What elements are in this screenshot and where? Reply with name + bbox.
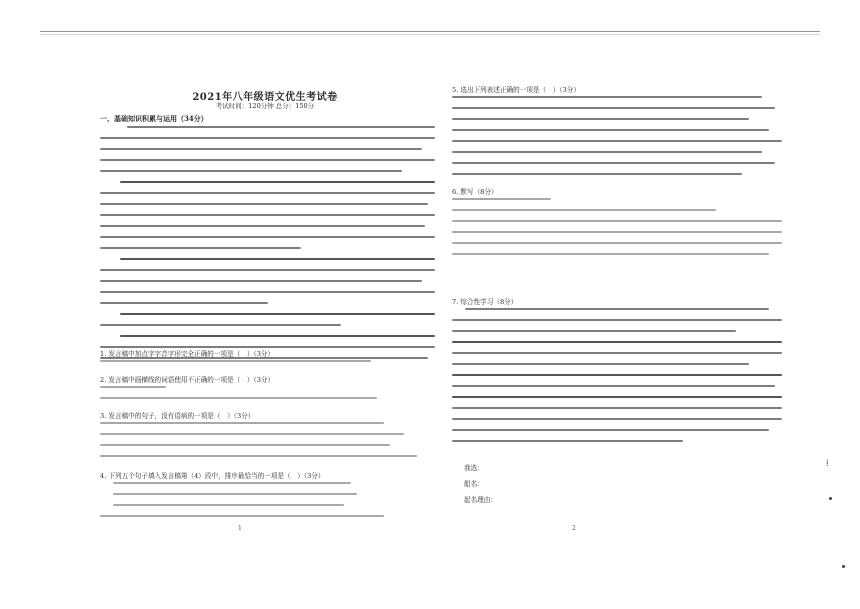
scan-speck	[829, 497, 832, 500]
question-2: 2. 发言稿中画横线的词语使用不正确的一项是（ ）（3分）	[100, 376, 275, 384]
exam-page-right	[452, 70, 782, 595]
answer-label-reason: 起名理由：	[464, 496, 497, 504]
question-4-sentences	[100, 482, 430, 526]
page-number-left: 1	[238, 525, 242, 532]
exam-page-left	[100, 70, 440, 595]
page-number-right: 2	[572, 525, 576, 532]
question-1-options	[100, 360, 430, 371]
scan-edge-mark: ⁞	[826, 459, 829, 469]
question-5-options	[452, 96, 782, 184]
answer-label-choice: 我选：	[464, 464, 484, 472]
speech-passage	[100, 126, 435, 368]
question-6-blanks	[452, 198, 782, 264]
question-1: 1. 发言稿中加点字字音字形完全正确的一项是（ ）（3分）	[100, 350, 275, 358]
question-2-options	[100, 386, 430, 408]
exam-title: 2021年八年级语文优生考试卷	[192, 92, 338, 103]
scan-speck	[842, 565, 845, 568]
answer-label-ship-name: 船名：	[464, 480, 484, 488]
question-5: 5. 选出下列表述正确的一项是（ ）（3分）	[452, 86, 580, 94]
question-7-passage	[452, 308, 782, 451]
exam-subtitle: 考试时间：120分钟 总分：150分	[215, 102, 315, 110]
scan-top-edge-shadow	[40, 34, 820, 35]
question-6: 6. 默写（8分）	[452, 188, 498, 196]
question-7: 7. 综合性学习（8分）	[452, 298, 518, 306]
scan-top-edge	[40, 31, 820, 32]
section-heading-1: 一、基础知识积累与运用（34分）	[100, 114, 208, 123]
question-3-options	[100, 422, 430, 466]
question-4: 4. 下列五个句子填入发言稿第（4）段中，排序最恰当的一项是（ ）（3分）	[100, 472, 325, 480]
question-3: 3. 发言稿中的句子，没有语病的一项是（ ）（3分）	[100, 412, 255, 420]
